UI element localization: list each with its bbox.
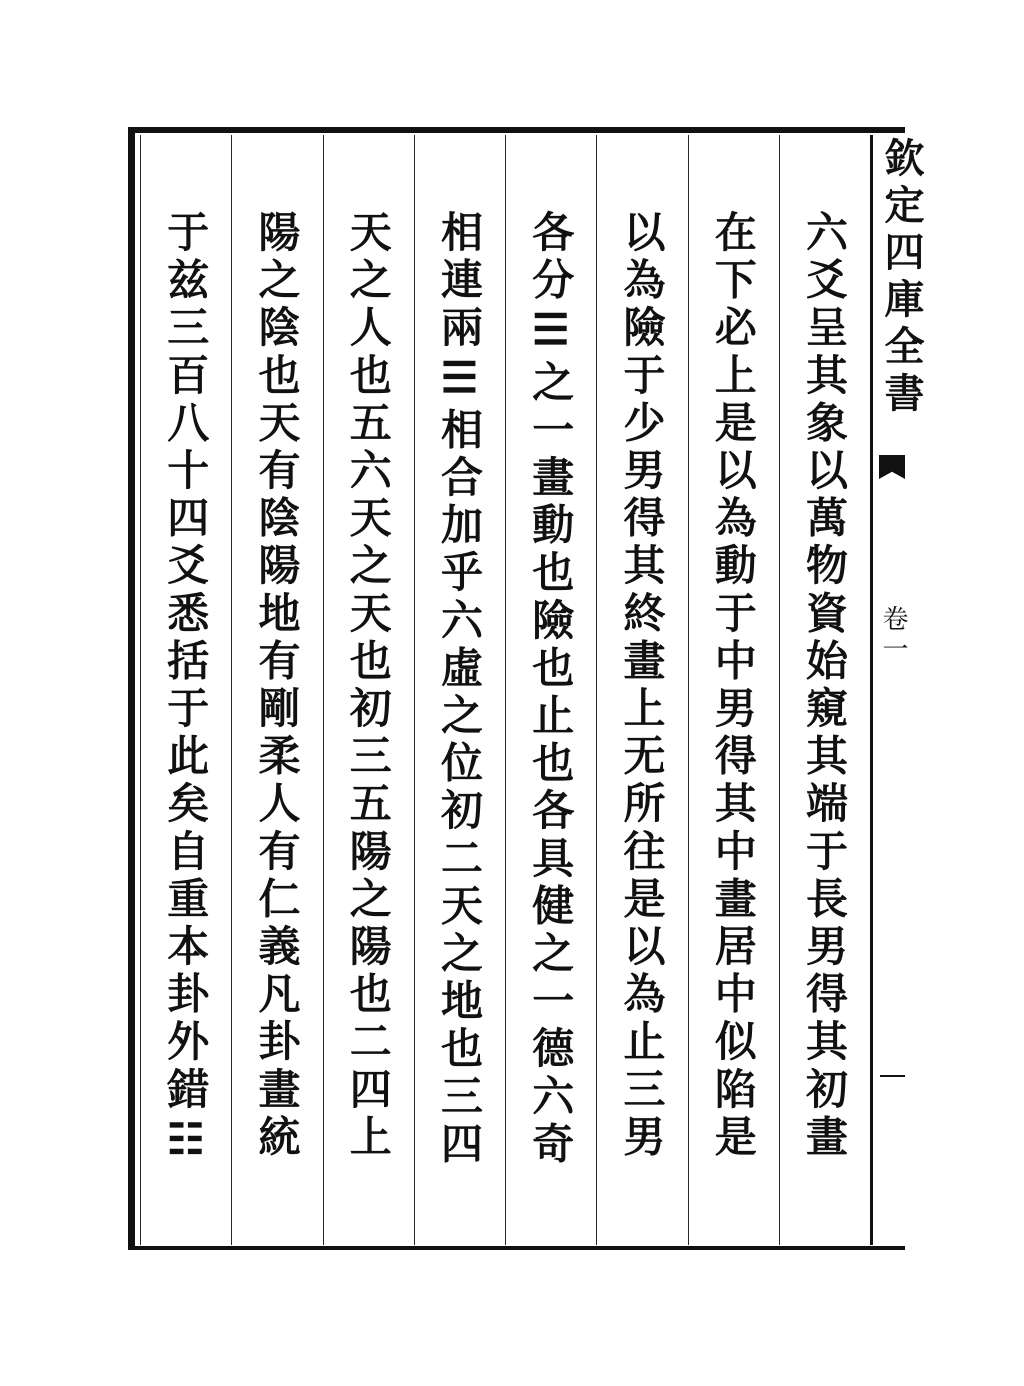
column-text: 六爻呈其象以萬物資始窺其端于長男得其初畫: [800, 210, 849, 1162]
column-text: 以為險于少男得其終畫上无所往是以為止三男: [617, 210, 667, 1162]
column-text: 于兹三百八十四爻悉括于此矣自重本卦外錯☷: [161, 210, 211, 1169]
column-text: 相連兩☰相合加乎六虛之位初二天之地也三四: [435, 210, 484, 1169]
text-column-2: [688, 135, 779, 1245]
column-text: 陽之陰也天有陰陽地有剛柔人有仁義凡卦畫統: [252, 210, 302, 1162]
column-text: 各分☰之一畫動也險也止也各具健之一德六奇: [526, 210, 576, 1169]
column-text: 天之人也五六天之天也初三五陽之陽也二四上: [343, 210, 393, 1162]
book-title: 欽定四庫全書: [878, 137, 925, 419]
text-column-4: [505, 135, 596, 1245]
text-columns: [140, 135, 873, 1245]
text-column-1: [779, 135, 870, 1245]
text-column-6: [323, 135, 414, 1245]
text-column-3: [596, 135, 687, 1245]
fishtail-mark-icon: [879, 455, 905, 479]
column-text: 在下必上是以為動于中男得其中畫居中似陷是: [708, 210, 758, 1162]
text-column-8: [140, 135, 231, 1245]
margin-rule: [880, 1075, 905, 1077]
text-column-5: [414, 135, 505, 1245]
text-column-7: [231, 135, 322, 1245]
volume-label: 卷一: [878, 605, 908, 665]
page-margin: [876, 133, 925, 1245]
